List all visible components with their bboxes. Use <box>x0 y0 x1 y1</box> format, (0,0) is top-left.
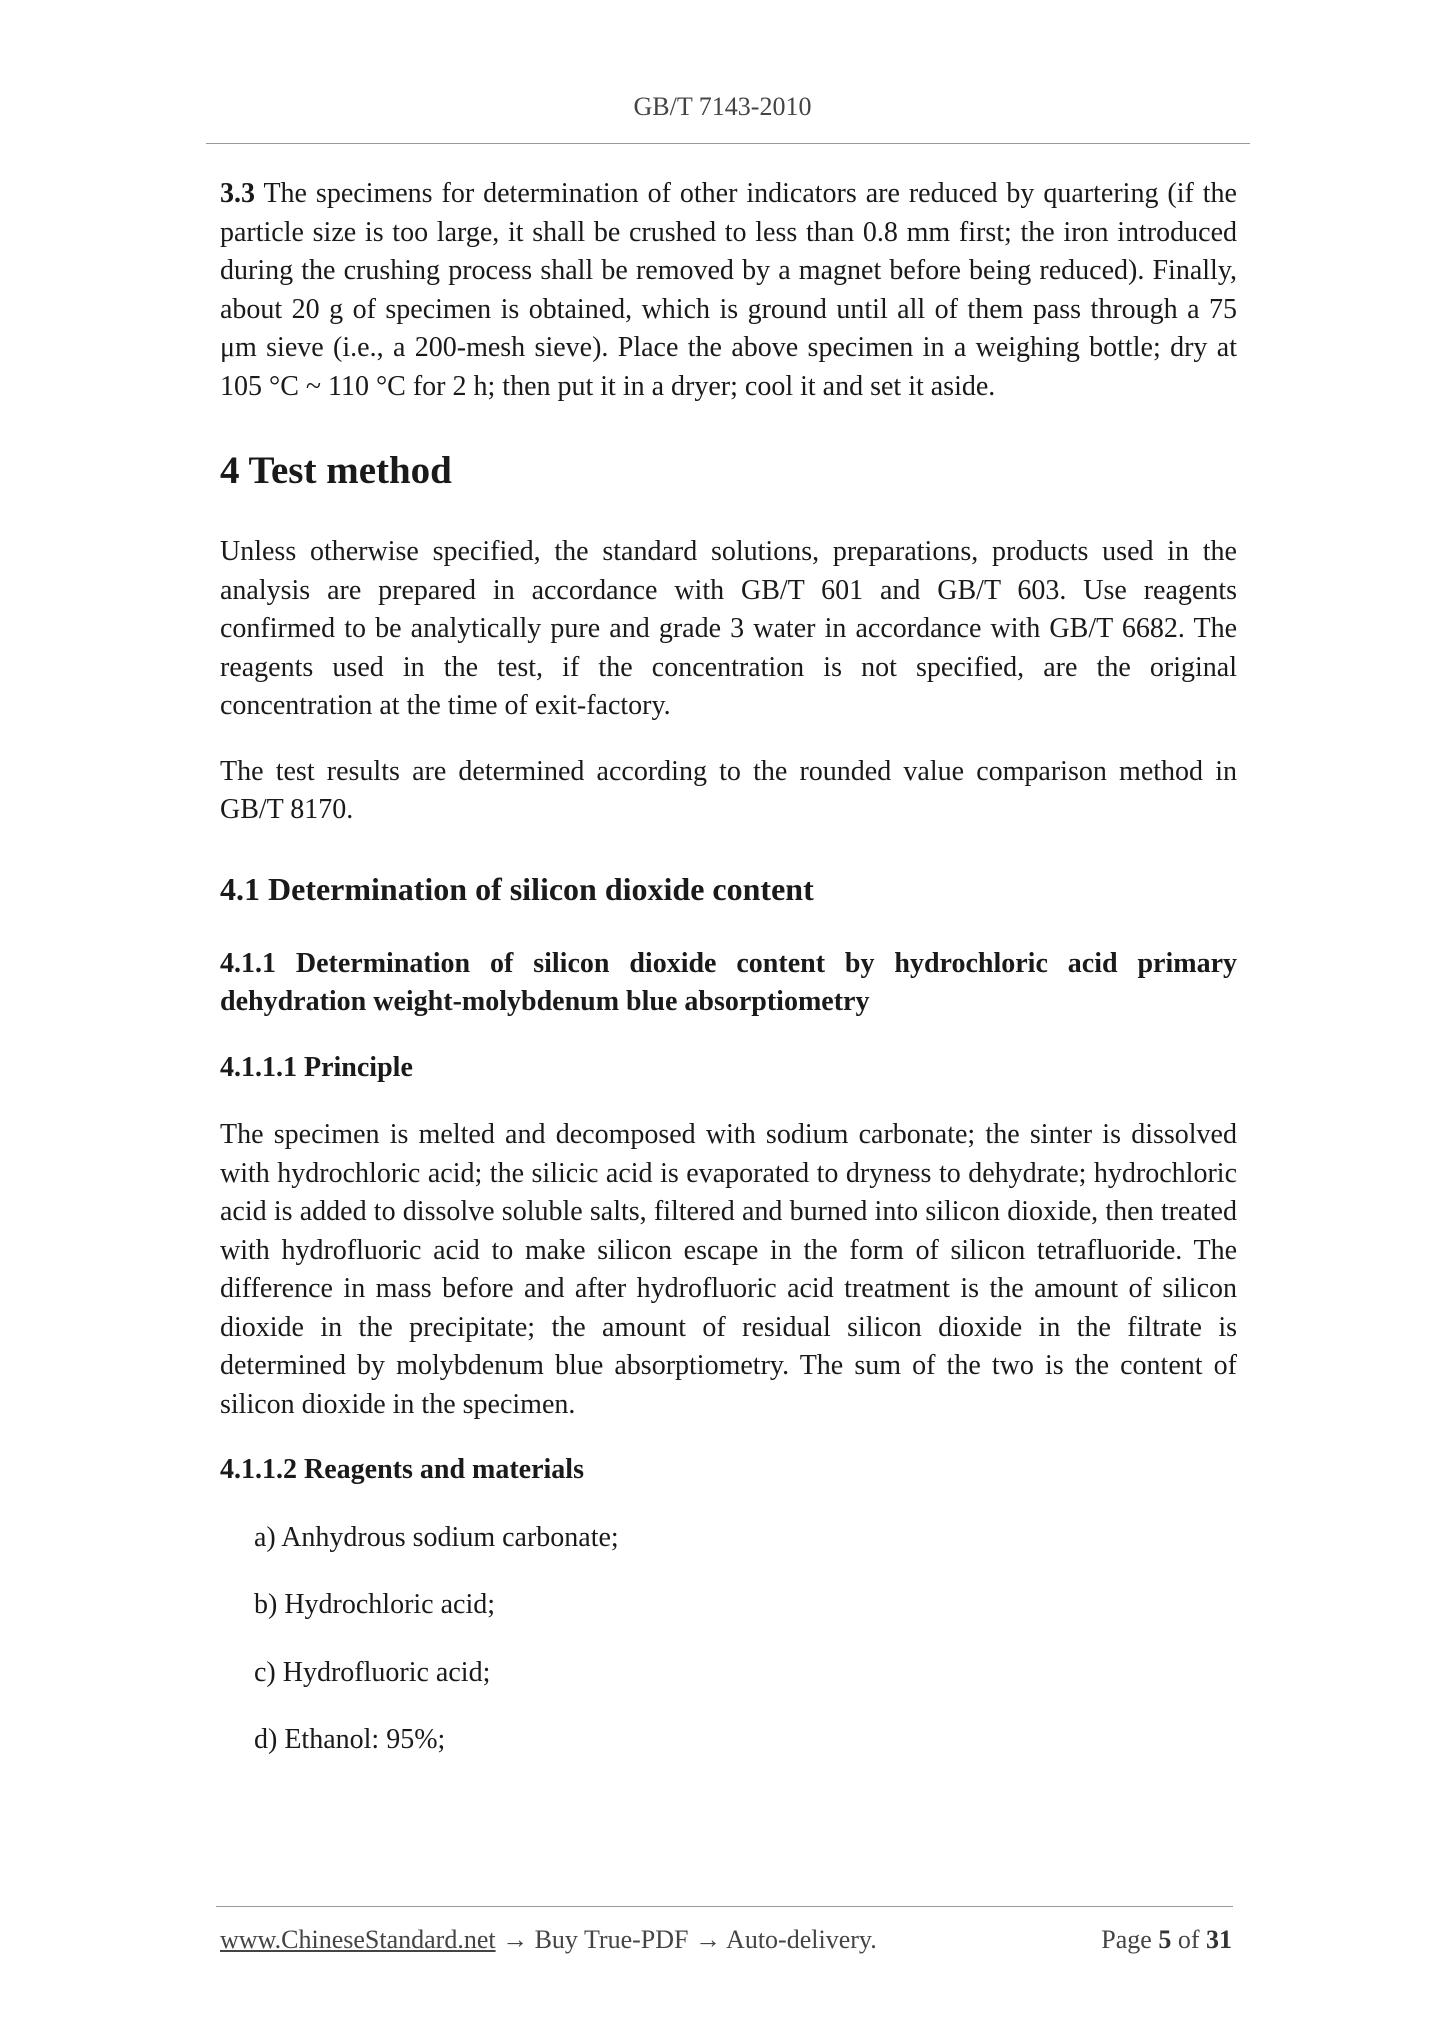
principle-paragraph: The specimen is melted and decomposed with sodium carbonate; the sinter is dissolved with hydrochloric acid; the silicic acid is evaporated to dryness to dehydrate; hydrochloric acid is added to dissolve soluble salts, filtered and burned into silicon dioxide, then treated with hydrofluoric acid to make silicon escape in the form of silicon tetrafluoride. The difference in mass before and after hydrofluoric acid treatment is the amount of silicon dioxide in the precipitate; the amount of residual silicon dioxide in the filtrate is determined by molybdenum blue absorptiometry. The sum of the two is the content of silicon dioxide in the specimen. <box>220 1119 1237 1420</box>
clause-3-3 <box>220 175 1237 406</box>
section-4-heading: 4 Test method <box>220 449 452 492</box>
page-number <box>1101 1925 1232 1955</box>
section-4-1-1-1-heading: 4.1.1.1 Principle <box>220 1051 413 1083</box>
page-of: of <box>1171 1925 1206 1954</box>
section-4-1-heading: 4.1 Determination of silicon dioxide content <box>220 870 814 907</box>
site-link[interactable]: www.ChineseStandard.net <box>220 1925 496 1954</box>
list-item: c) Hydrofluoric acid; <box>254 1656 491 1688</box>
section-4-1-1-2-heading: 4.1.1.2 Reagents and materials <box>220 1454 584 1485</box>
clause-text: The specimens for determination of other indicators are reduced by quartering (if the particle size is too large, it shall be crushed to less than 0.8 mm first; the iron introduced during the crushing process shall be removed by a magnet before being reduced). Finally, about 20 g of specimen is obtained, which is ground until all of them pass through a 75 μm sieve (i.e., a 200-mesh sieve). Place the above specimen in a weighing bottle; dry at 105 °C ~ 110 °C for 2 h; then put it in a dryer; cool it and set it aside. <box>220 178 1237 402</box>
section-4-1-1-heading: 4.1.1 Determination of silicon dioxide content by hydrochloric acid primary dehydration weight-molybdenum blue absorptiometry <box>220 947 1237 1017</box>
section-4-paragraph-1: Unless otherwise specified, the standard solutions, preparations, products used in the analysis are prepared in accordance with GB/T 601 and GB/T 603. Use reagents confirmed to be analytically pure and grade 3 water in accordance with GB/T 6682. The reagents used in the test, if the concentration is not specified, are the original concentration at the time of exit-factory. <box>220 536 1237 721</box>
section-4-paragraph-2: The test results are determined according to the rounded value comparison method in GB/T 8170. <box>220 755 1237 825</box>
page-current: 5 <box>1158 1925 1172 1954</box>
page-word: Page <box>1101 1925 1159 1954</box>
footer-divider <box>216 1906 1233 1907</box>
footer-promo <box>220 1925 877 1955</box>
header-divider <box>206 143 1250 144</box>
footer-promo-text: → Buy True-PDF → Auto-delivery. <box>495 1925 877 1954</box>
clause-number: 3.3 <box>220 178 255 209</box>
list-item: a) Anhydrous sodium carbonate; <box>254 1521 619 1553</box>
page-header: GB/T 7143-2010 <box>633 92 812 121</box>
page-total: 31 <box>1206 1925 1232 1954</box>
list-item: d) Ethanol: 95%; <box>254 1724 446 1755</box>
list-item: b) Hydrochloric acid; <box>254 1589 496 1620</box>
document-body <box>220 175 1237 1789</box>
